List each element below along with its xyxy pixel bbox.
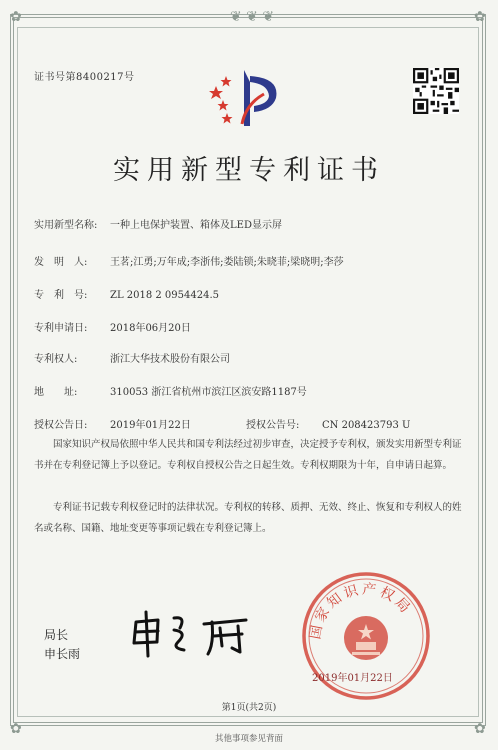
field-grant-number	[246, 416, 410, 431]
paragraph-legal-status: 专利证书记载专利权登记时的法律状况。专利权的转移、质押、无效、终止、恢复和专利权人的姓名或名称、国籍、地址变更等事项记载在专利登记簿上。	[34, 502, 462, 534]
field-label: 授权公告号:	[246, 420, 300, 431]
field-label: 专利申请日:	[34, 323, 88, 334]
corner-ornament-bl: ✿	[10, 721, 22, 737]
certificate-number: 证书号第8400217号	[34, 72, 135, 83]
seal-text: 国家知识产权局	[307, 581, 415, 641]
field-patent-number	[34, 286, 219, 301]
field-inventors	[34, 253, 344, 268]
field-label: 专利权人:	[34, 354, 78, 365]
cnipa-logo-icon	[206, 64, 290, 130]
corner-ornament-tl: ✿	[10, 9, 22, 25]
field-value: 浙江大华技术股份有限公司	[110, 354, 230, 365]
field-utility-model-name	[34, 216, 282, 231]
field-address	[34, 383, 307, 398]
paragraph-grant: 国家知识产权局依照中华人民共和国专利法经过初步审查，决定授予专利权，颁发实用新型专利证书并在专利登记簿上予以登记。专利权自授权公告之日起生效。专利权期限为十年，自申请日起算。	[34, 439, 462, 471]
field-label: 实用新型名称:	[34, 220, 98, 231]
qr-code-icon	[413, 68, 459, 114]
page-number: 第1页(共2页)	[221, 703, 277, 713]
corner-ornament-tr: ✿	[474, 9, 486, 25]
handwritten-signature	[128, 608, 258, 658]
field-value: ZL 2018 2 0954424.5	[110, 290, 220, 301]
top-ornament: ❦ ❦ ❦	[230, 9, 275, 25]
field-label: 专 利 号:	[34, 290, 88, 301]
signature-role: 局长	[44, 628, 69, 642]
seal-date: 2019年01月22日	[312, 673, 393, 684]
field-grant-date	[34, 416, 191, 431]
signature-name: 申长雨	[44, 647, 81, 661]
field-value: 王茗;江勇;万年成;李浙伟;娄陆锁;朱晓菲;梁晓明;李莎	[110, 257, 344, 268]
certificate-title: 实用新型专利证书	[113, 155, 385, 186]
field-label: 地 址:	[34, 387, 78, 398]
corner-ornament-br: ✿	[474, 721, 486, 737]
field-value: 310053 浙江省杭州市滨江区滨安路1187号	[110, 387, 307, 398]
field-value: 2019年01月22日	[110, 420, 191, 431]
field-label: 发 明 人:	[34, 257, 88, 268]
field-label: 授权公告日:	[34, 420, 88, 431]
field-value: 一种上电保护装置、箱体及LED显示屏	[110, 220, 282, 231]
field-patentee	[34, 350, 230, 365]
footer-note: 其他事项参见背面	[214, 734, 283, 744]
field-filing-date	[34, 319, 191, 334]
field-value: CN 208423793 U	[322, 420, 411, 431]
field-value: 2018年06月20日	[110, 323, 191, 334]
national-emblem-icon	[344, 616, 388, 660]
